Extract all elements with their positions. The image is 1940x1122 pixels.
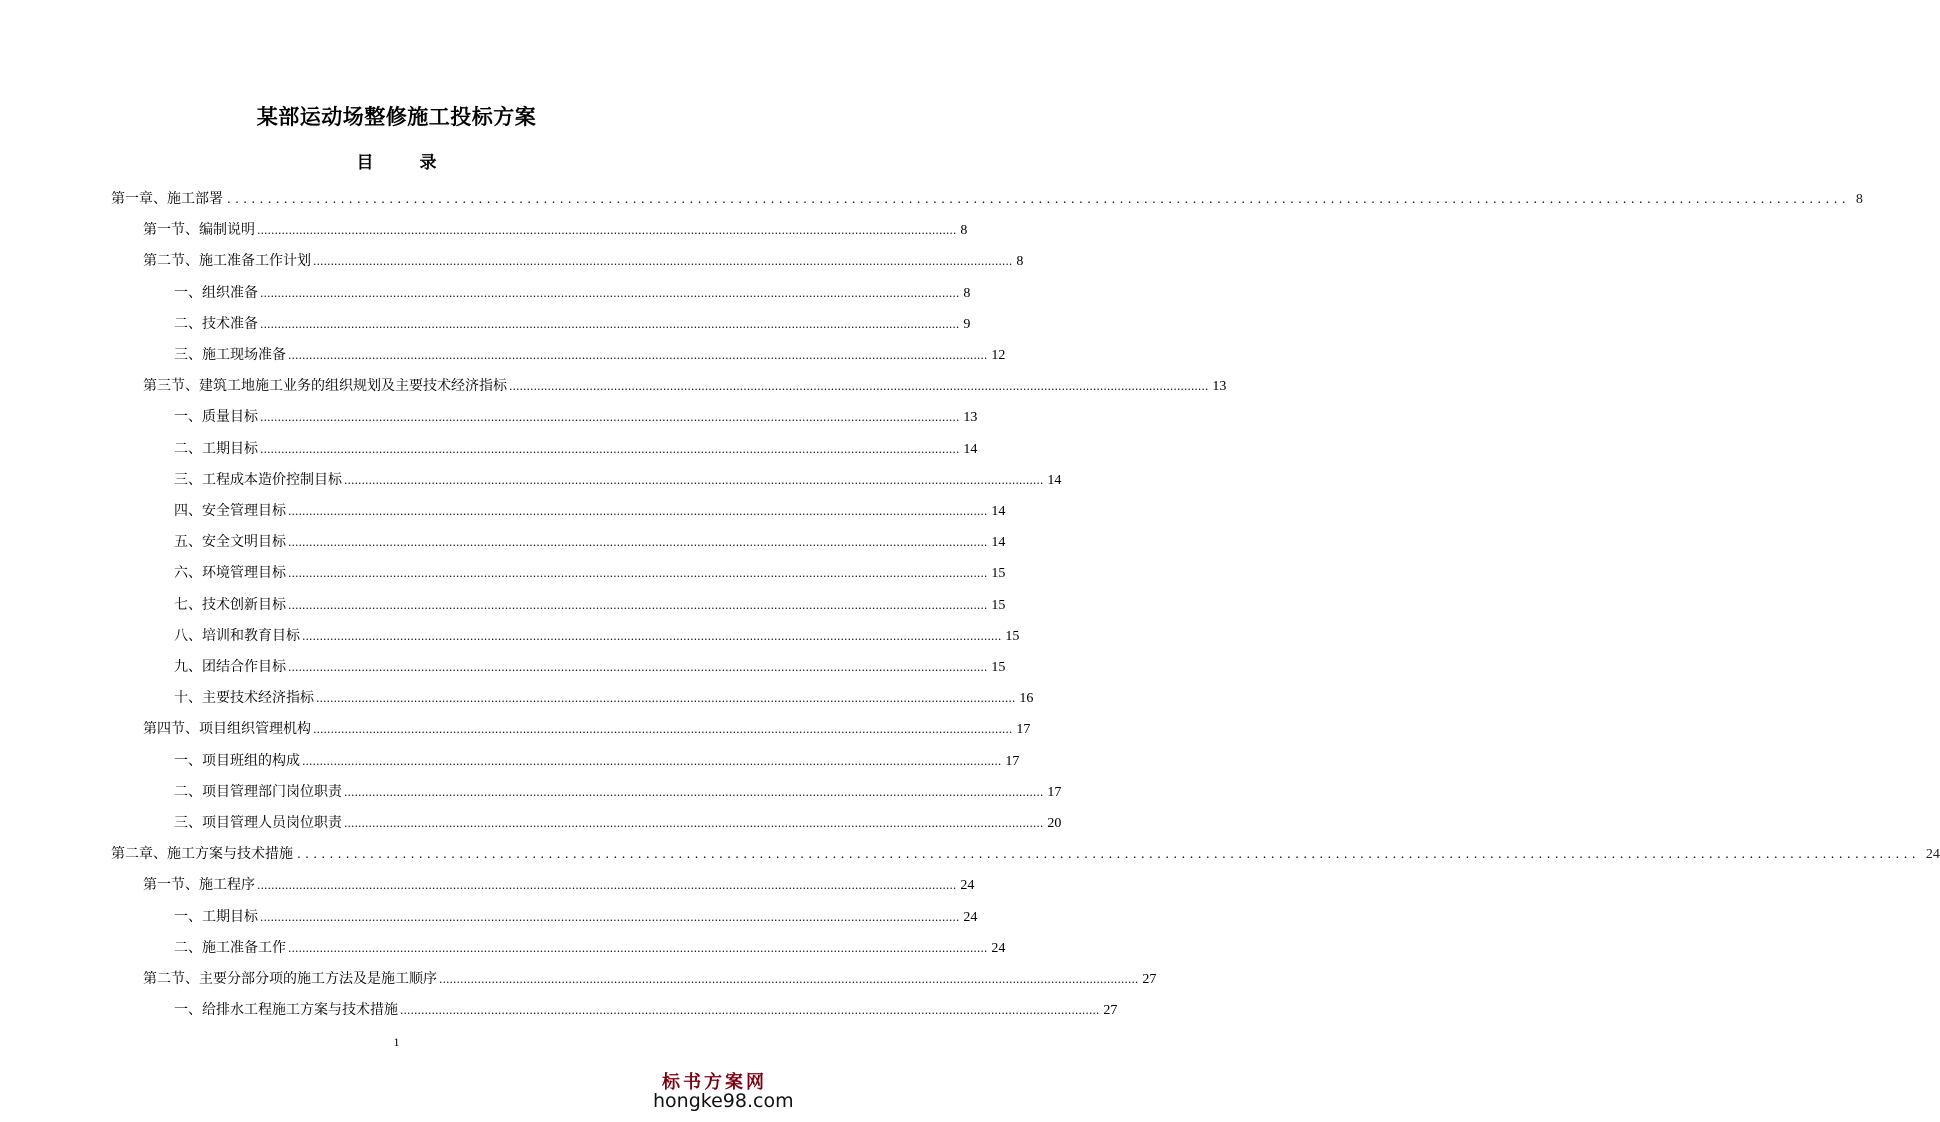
toc-entry[interactable] [174,531,1006,557]
toc-dot-leader: ........................................................................................................................................................................................................ [257,224,957,237]
toc-entry-label: 第二节、主要分部分项的施工方法及是施工顺序 [143,971,437,987]
toc-entry-page: 8 [1855,192,1863,207]
toc-entry[interactable] [174,906,978,932]
toc-entry[interactable] [174,781,1062,807]
toc-entry-label: 二、施工准备工作 [174,940,286,956]
toc-entry-label: 第二节、施工准备工作计划 [143,253,311,269]
toc-entry-page: 14 [1047,473,1062,488]
toc-entry[interactable] [174,313,971,339]
toc-entry[interactable] [174,406,978,432]
toc-entry-label: 第二章、施工方案与技术措施 [111,846,293,862]
toc-dot-leader: ........................................................................................................................................................................................................ [302,755,1002,768]
toc-entry-page: 24 [960,878,975,893]
toc-entry[interactable] [174,999,1118,1025]
toc-dot-leader: ........................................................................................................................................................................................................ [288,505,988,518]
toc-entry-label: 七、技术创新目标 [174,597,286,613]
toc-entry[interactable] [174,594,1006,620]
toc-dot-leader: ........................................................................................................................................................................................................ [260,443,960,456]
toc-entry-page: 13 [1212,379,1227,394]
toc-entry-page: 15 [1005,629,1020,644]
toc-entry-page: 8 [1016,254,1024,269]
toc-entry[interactable] [174,656,1006,682]
toc-entry[interactable] [111,188,1863,214]
toc-entry[interactable] [143,375,1227,401]
toc-dot-leader: ........................................................................................................................................................................................................ [288,536,988,549]
toc-entry-label: 第三节、建筑工地施工业务的组织规划及主要技术经济指标 [143,378,507,394]
toc-entry-label: 五、安全文明目标 [174,534,286,550]
toc-dot-leader: ........................................................................................................................................................................................................ [344,786,1044,799]
toc-dot-leader: ........................................................................................................................................................................................................ [316,692,1016,705]
watermark-text: 标书方案网 [662,1072,767,1093]
toc-entry[interactable] [174,469,1062,495]
toc-entry-label: 一、工期目标 [174,909,258,925]
toc-entry[interactable] [174,282,971,308]
toc-entry-page: 24 [991,941,1006,956]
toc-entry[interactable] [174,500,1006,526]
toc-entry[interactable] [143,219,968,245]
toc-entry-label: 二、技术准备 [174,316,258,332]
toc-entry-page: 15 [991,566,1006,581]
toc-entry-page: 20 [1047,816,1062,831]
toc-entry-label: 九、团结合作目标 [174,659,286,675]
toc-entry-page: 15 [991,660,1006,675]
toc-entry-page: 14 [963,442,978,457]
toc-dot-leader: ........................................................................................................................................................................................................ [227,192,1850,206]
toc-entry-page: 8 [960,223,968,238]
page-title: 某部运动场整修施工投标方案 [256,104,537,129]
toc-entry-label: 二、工期目标 [174,441,258,457]
toc-entry[interactable] [174,812,1062,838]
toc-entry-page: 8 [963,286,971,301]
toc-dot-leader: ........................................................................................................................................................................................................ [344,474,1044,487]
toc-entry-page: 17 [1005,754,1020,769]
toc-entry[interactable] [174,625,1020,651]
toc-entry-page: 24 [963,910,978,925]
toc-entry-label: 第一章、施工部署 [111,191,223,207]
toc-dot-leader: ........................................................................................................................................................................................................ [257,879,957,892]
toc-dot-leader: ........................................................................................................................................................................................................ [297,847,1920,861]
toc-entry-page: 15 [991,598,1006,613]
toc-entry-label: 八、培训和教育目标 [174,628,300,644]
toc-entry[interactable] [143,718,1031,744]
toc-dot-leader: ........................................................................................................................................................................................................ [302,630,1002,643]
toc-entry-label: 第一节、施工程序 [143,877,255,893]
toc-entry[interactable] [174,937,1006,963]
toc-entry[interactable] [174,562,1006,588]
toc-entry-page: 16 [1019,691,1034,706]
toc-dot-leader: ........................................................................................................................................................................................................ [288,661,988,674]
toc-dot-leader: ........................................................................................................................................................................................................ [288,567,988,580]
toc-entry[interactable] [111,843,1940,869]
toc-dot-leader: ........................................................................................................................................................................................................ [288,942,988,955]
toc-entry[interactable] [143,874,975,900]
toc-entry-label: 十、主要技术经济指标 [174,690,314,706]
toc-entry-label: 第四节、项目组织管理机构 [143,721,311,737]
toc-entry-label: 三、施工现场准备 [174,347,286,363]
toc-dot-leader: ........................................................................................................................................................................................................ [509,380,1209,393]
toc-dot-leader: ........................................................................................................................................................................................................ [260,411,960,424]
toc-dot-leader: ........................................................................................................................................................................................................ [400,1004,1100,1017]
toc-dot-leader: ........................................................................................................................................................................................................ [288,599,988,612]
toc-entry-label: 三、项目管理人员岗位职责 [174,815,342,831]
toc-dot-leader: ........................................................................................................................................................................................................ [288,349,988,362]
toc-entry-page: 17 [1047,785,1062,800]
toc-dot-leader: ........................................................................................................................................................................................................ [344,817,1044,830]
toc-entry-page: 14 [991,535,1006,550]
toc-entry-page: 17 [1016,722,1031,737]
toc-entry-label: 一、项目班组的构成 [174,753,300,769]
toc-entry-label: 二、项目管理部门岗位职责 [174,784,342,800]
toc-entry[interactable] [143,968,1157,994]
toc-entry-page: 12 [991,348,1006,363]
toc-entry-label: 一、质量目标 [174,409,258,425]
watermark-url: hongke98.com [653,1090,794,1112]
toc-entry-label: 一、组织准备 [174,285,258,301]
toc-entry-label: 第一节、编制说明 [143,222,255,238]
toc-entry[interactable] [174,687,1034,713]
toc-entry-page: 14 [991,504,1006,519]
toc-entry-page: 9 [963,317,971,332]
toc-dot-leader: ........................................................................................................................................................................................................ [260,911,960,924]
toc-entry-page: 24 [1925,847,1940,862]
toc-dot-leader: ........................................................................................................................................................................................................ [439,973,1139,986]
toc-dot-leader: ........................................................................................................................................................................................................ [313,723,1013,736]
toc-dot-leader: ........................................................................................................................................................................................................ [313,255,1013,268]
toc-entry[interactable] [143,250,1024,276]
page-number: 1 [393,1035,400,1049]
toc-entry[interactable] [174,750,1020,776]
toc-entry-label: 六、环境管理目标 [174,565,286,581]
toc-entry-label: 一、给排水工程施工方案与技术措施 [174,1002,398,1018]
toc-entry-page: 13 [963,410,978,425]
toc-dot-leader: ........................................................................................................................................................................................................ [260,287,960,300]
toc-entry-label: 三、工程成本造价控制目标 [174,472,342,488]
toc-entry[interactable] [174,344,1006,370]
toc-heading: 目 录 [356,153,457,173]
toc-entry-label: 四、安全管理目标 [174,503,286,519]
toc-entry-page: 27 [1142,972,1157,987]
toc-entry-page: 27 [1103,1003,1118,1018]
toc-dot-leader: ........................................................................................................................................................................................................ [260,318,960,331]
toc-entry[interactable] [174,438,978,464]
